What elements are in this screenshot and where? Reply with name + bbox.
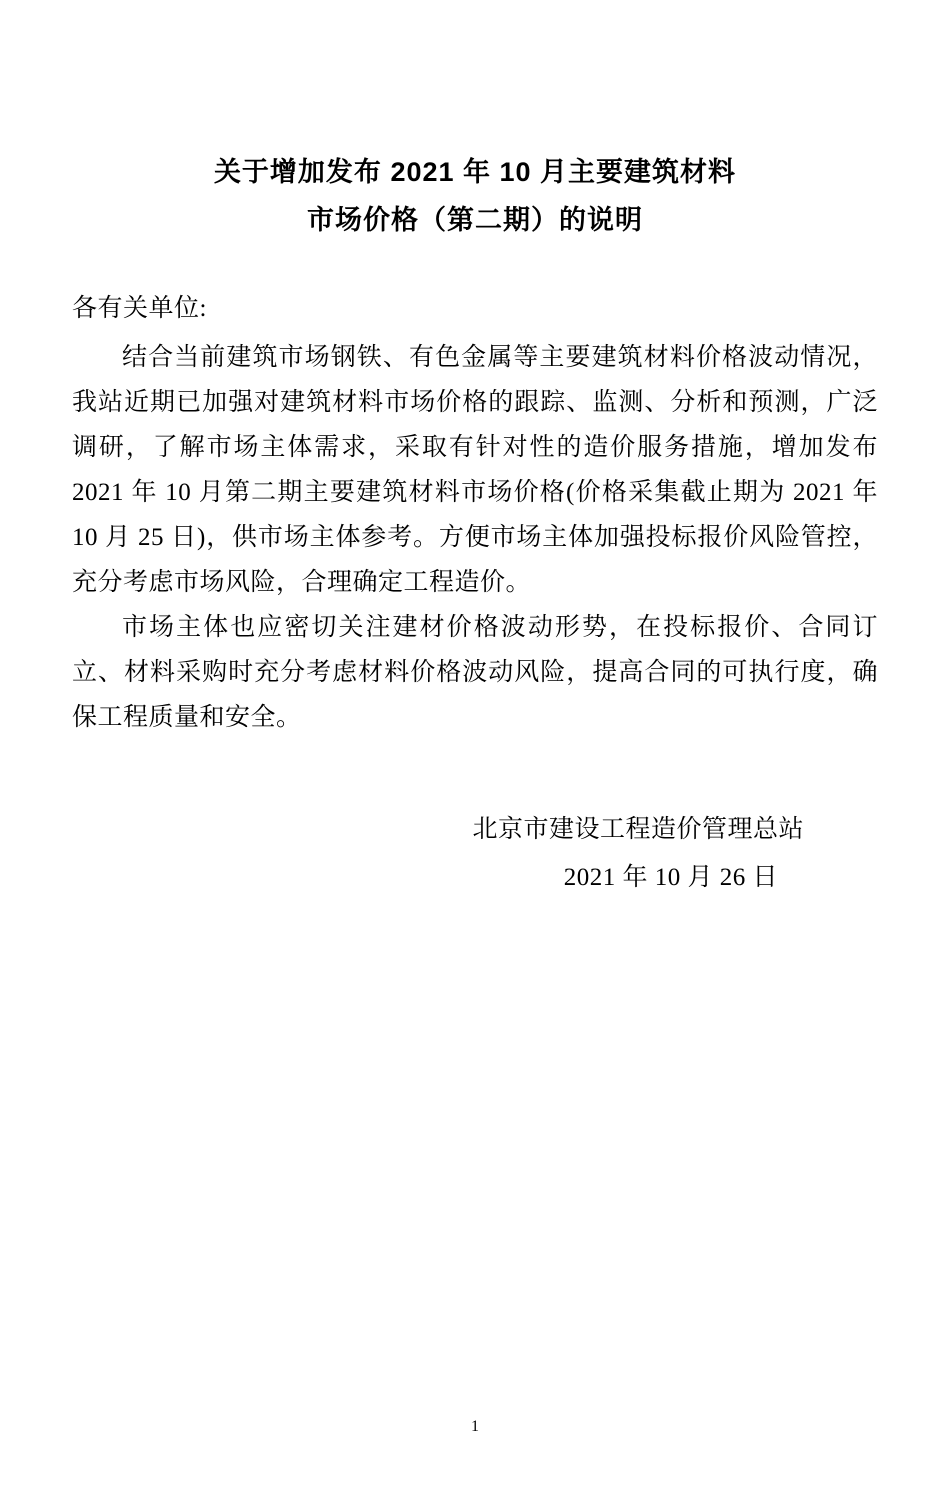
document-page xyxy=(0,148,950,1492)
title-line-2: 市场价格（第二期）的说明 xyxy=(307,205,643,235)
title-line-1: 关于增加发布 2021 年 10 月主要建筑材料 xyxy=(213,157,737,187)
paragraph-1: 结合当前建筑市场钢铁、有色金属等主要建筑材料价格波动情况，我站近期已加强对建筑材料市场价格的跟踪、监测、分析和预测，广泛调研，了解市场主体需求，采取有针对性的造价服务措施，增加发布 2021 年 10 月第二期主要建筑材料市场价格(价格采集截止期为 2021 年 10 月 25 日)，供市场主体参考。方便市场主体加强投标报价风险管控，充分考虑市场风险，合理确定工程造价。 xyxy=(72,344,878,596)
signature-block xyxy=(72,806,878,902)
page-number: 1 xyxy=(471,1418,479,1435)
signature-issuer: 北京市建设工程造价管理总站 xyxy=(472,816,804,843)
document-body xyxy=(72,286,878,740)
salutation: 各有关单位: xyxy=(72,295,207,322)
document-title xyxy=(72,148,878,244)
paragraph-2: 市场主体也应密切关注建材价格波动形势，在投标报价、合同订立、材料采购时充分考虑材料价格波动风险，提高合同的可执行度，确保工程质量和安全。 xyxy=(72,614,878,731)
signature-date: 2021 年 10 月 26 日 xyxy=(563,864,778,891)
